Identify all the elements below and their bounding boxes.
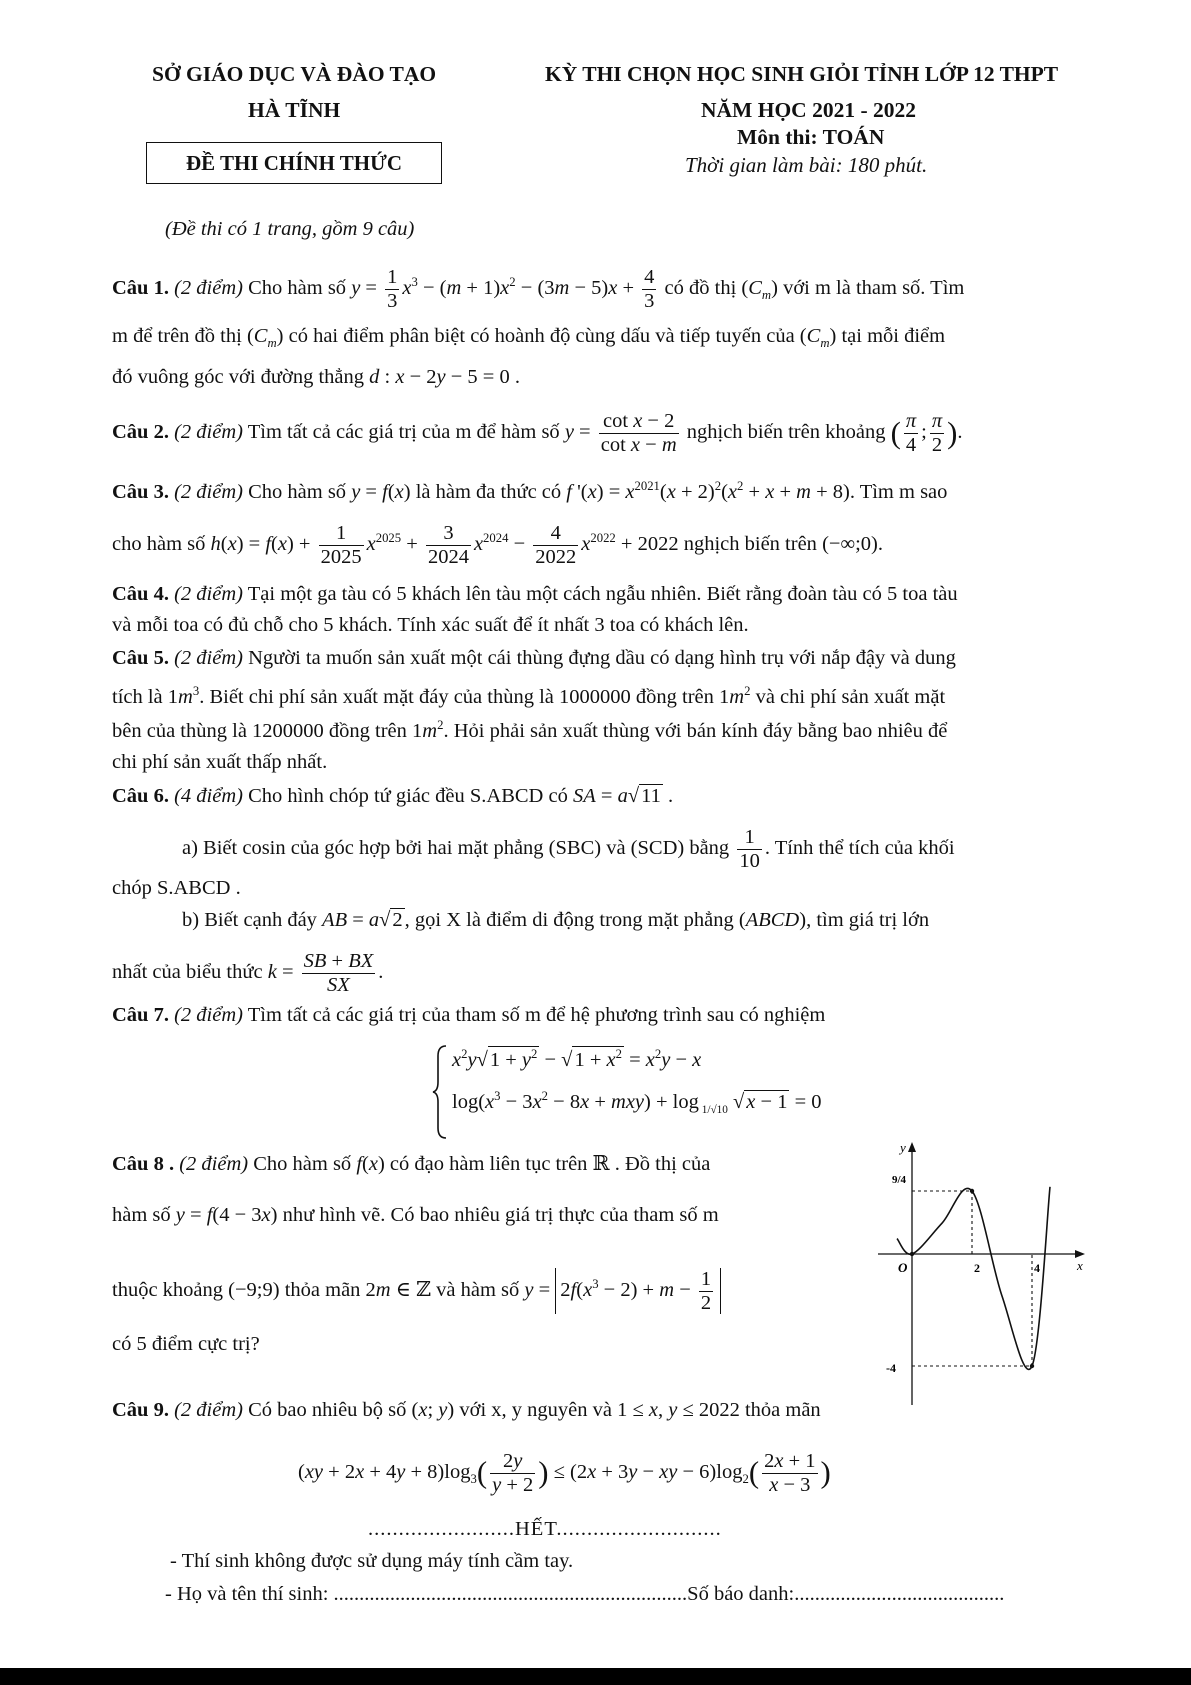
question-points: (2 điểm) bbox=[174, 1399, 243, 1421]
formula: SA = a√11 . bbox=[572, 785, 674, 807]
formula: h(x) = f(x) + $\frac{1}{2025}$ $x^{2025}$ + $\frac{3}{2024}$ $x^{2024}$ − $\frac{4}{2022}$ $x^{2022} + 2022$ bbox=[210, 522, 679, 568]
question-points: (2 điểm) bbox=[174, 276, 243, 299]
subject: Môn thi: TOÁN bbox=[737, 125, 885, 149]
text: . Biết chi phí sản xuất mặt đáy của thùng là 1000000 đồng trên bbox=[199, 685, 714, 708]
x-axis-arrow-icon bbox=[1075, 1250, 1085, 1258]
formula: $(C_m)$ bbox=[741, 276, 778, 302]
question-2 bbox=[112, 410, 1082, 456]
question-1-line-3 bbox=[112, 365, 1082, 390]
text: a) Biết cosin của góc hợp bởi hai mặt phẳng (SBC) và (SCD) bằng bbox=[182, 836, 730, 859]
y-axis-label: y bbox=[900, 1140, 906, 1155]
question-5-line-4: chi phí sản xuất thấp nhất. bbox=[112, 751, 328, 773]
text: bên của thùng là 1200000 đồng trên bbox=[112, 719, 407, 742]
formula: $(C_m)$ bbox=[246, 325, 284, 351]
question-points: (4 điểm) bbox=[174, 785, 243, 807]
question-8-line-3 bbox=[112, 1268, 852, 1314]
question-8-line-4: có 5 điểm cực trị? bbox=[112, 1333, 260, 1355]
text: và chi phí sản xuất mặt bbox=[755, 685, 946, 708]
text: Cho hình chóp tứ giác đều S.ABCD có bbox=[248, 785, 568, 807]
question-label: Câu 6. bbox=[112, 785, 169, 807]
text: có đạo hàm liên tục trên ℝ . Đồ thị của bbox=[389, 1153, 711, 1175]
dots: ........................ bbox=[368, 1518, 515, 1540]
text: với m là tham số. Tìm bbox=[783, 276, 965, 299]
dots: ..................................................................... bbox=[333, 1583, 688, 1605]
function-graph bbox=[872, 1140, 1092, 1410]
question-3-line-1 bbox=[112, 479, 1082, 504]
end-marker bbox=[368, 1518, 722, 1541]
formula: (−9;9) bbox=[228, 1278, 280, 1301]
formula: $\frac{1}{10}$ bbox=[739, 826, 760, 872]
formula: f(x) bbox=[356, 1153, 385, 1175]
text: với x, y nguyên và bbox=[459, 1399, 612, 1421]
text: nhất của biểu thức bbox=[112, 960, 263, 983]
question-7 bbox=[112, 1003, 1082, 1028]
text: là hàm đa thức có bbox=[415, 480, 562, 503]
formula: y = f(4 − 3x) bbox=[175, 1204, 278, 1226]
dots: ........................... bbox=[556, 1518, 722, 1540]
text: thuộc khoảng bbox=[112, 1278, 224, 1301]
formula: $(C_m)$ bbox=[799, 325, 837, 351]
formula: ( $\frac{\pi}{4}$ ; $\frac{\pi}{2}$ ). bbox=[890, 410, 963, 456]
text: Tìm tất cả các giá trị của tham số m để hệ phương trình sau có nghiệm bbox=[247, 1004, 826, 1026]
text: tích là bbox=[112, 685, 163, 708]
text: có đồ thị bbox=[664, 276, 737, 299]
y-tick-label-max: 9/4 bbox=[892, 1174, 907, 1186]
brace-icon bbox=[432, 1044, 448, 1140]
formula: 2m ∈ ℤ bbox=[365, 1278, 431, 1301]
question-points: (2 điểm) bbox=[174, 583, 243, 605]
question-label: Câu 7. bbox=[112, 1004, 169, 1026]
y-tick-label-min: -4 bbox=[886, 1361, 896, 1375]
formula: y = $\frac{1}{3}$ $x^3 - (m + 1)x^2 - (3m - 5)x$ + $\frac{4}{3}$ bbox=[351, 266, 655, 312]
question-8-line-1 bbox=[112, 1152, 852, 1177]
exam-note: (Đề thi có 1 trang, gồm 9 câu) bbox=[165, 218, 415, 240]
text: Tìm tất cả các giá trị của m để hàm số bbox=[247, 420, 560, 443]
text: nghịch biến trên bbox=[683, 532, 817, 555]
marked-point bbox=[1030, 1364, 1034, 1368]
question-5-line-3 bbox=[112, 718, 1082, 743]
text: như hình vẽ. Có bao nhiêu giá trị thực của tham số m bbox=[282, 1204, 719, 1226]
formula: (−∞;0). bbox=[822, 532, 883, 555]
candidate-number-label: Số báo danh: bbox=[687, 1583, 795, 1605]
question-6b-line-2 bbox=[112, 950, 1082, 996]
text: thỏa mãn bbox=[284, 1278, 361, 1301]
question-label: Câu 8 . bbox=[112, 1153, 175, 1175]
question-label: Câu 9. bbox=[112, 1399, 169, 1421]
question-label: Câu 1. bbox=[112, 276, 169, 299]
exam-title: KỲ THI CHỌN HỌC SINH GIỎI TỈNH LỚP 12 THPT bbox=[545, 62, 1059, 86]
text: có hai điểm phân biệt có hoành độ cùng dấu và tiếp tuyến của bbox=[288, 325, 795, 347]
text: , gọi X là điểm di động trong mặt phẳng bbox=[404, 909, 734, 931]
official-label: ĐỀ THI CHÍNH THỨC bbox=[185, 150, 403, 175]
question-5-line-1 bbox=[112, 646, 1082, 671]
equation-2: $\log(x^3 - 3x^2 - 8x + mxy) + \log _{1/√10}$ √x − 1 = 0 bbox=[452, 1089, 822, 1116]
question-points: (2 điểm) bbox=[174, 480, 243, 503]
marked-point bbox=[970, 1189, 974, 1193]
question-9-inequality: $(xy + 2x + 4y + 8)\log_3$( $\frac{2y}{y + 2}$ ) ≤ (2x + 3y − xy − $6)\log_2$( $\frac{2x + 1}{x - 3}$ ) bbox=[298, 1450, 831, 1496]
scan-border bbox=[0, 1668, 1191, 1685]
question-1-line-1 bbox=[112, 266, 1082, 312]
department-name: SỞ GIÁO DỤC VÀ ĐÀO TẠO bbox=[152, 62, 437, 86]
formula: y = f(x) bbox=[351, 480, 411, 503]
question-points: (2 điểm) bbox=[179, 1153, 249, 1175]
text: . Hỏi phải sản xuất thùng với bán kính đáy bằng bao nhiêu để bbox=[443, 719, 948, 742]
text: Người ta muốn sản xuất một cái thùng đựng dầu có dạng hình trụ với nắp đậy và dung bbox=[248, 647, 956, 669]
footer-note: - Thí sinh không được sử dụng máy tính cầm tay. bbox=[170, 1550, 574, 1572]
question-label: Câu 4. bbox=[112, 583, 169, 605]
y-axis-arrow-icon bbox=[908, 1142, 916, 1152]
question-3-line-2 bbox=[112, 522, 1082, 568]
question-points: (2 điểm) bbox=[174, 420, 243, 443]
official-exam-box bbox=[146, 142, 442, 184]
question-4-line-2: và mỗi toa có đủ chỗ cho 5 khách. Tính xác suất để ít nhất 3 toa có khách lên. bbox=[112, 614, 749, 636]
text: hàm số bbox=[112, 1204, 171, 1226]
x-tick-label-4: 4 bbox=[1034, 1261, 1040, 1275]
x-axis-label: x bbox=[1077, 1258, 1083, 1273]
province-name: HÀ TĨNH bbox=[248, 98, 341, 122]
question-6a-line-2: chóp S.ABCD . bbox=[112, 877, 241, 899]
text: nghịch biến trên khoảng bbox=[686, 420, 886, 443]
text: đó vuông góc với đường thẳng bbox=[112, 366, 365, 388]
text: Tại một ga tàu có 5 khách lên tàu một cách ngẫu nhiên. Biết rằng đoàn tàu có 5 toa tàu bbox=[247, 583, 958, 605]
origin-label: O bbox=[898, 1260, 908, 1275]
question-1-line-2 bbox=[112, 324, 1082, 351]
marked-point bbox=[910, 1252, 914, 1256]
text: . Tính thể tích của khối bbox=[764, 836, 955, 859]
text: . Tìm m sao bbox=[849, 480, 948, 503]
text: Cho hàm số bbox=[253, 1153, 352, 1175]
formula: k = $\frac{SB + BX}{SX}$ . bbox=[267, 950, 384, 996]
text: Có bao nhiêu bộ số bbox=[248, 1399, 407, 1421]
text: tại mỗi điểm bbox=[841, 325, 946, 347]
footer-candidate bbox=[165, 1583, 1004, 1606]
text: m để trên đồ thị bbox=[112, 325, 242, 347]
curve-y-f-4-3x bbox=[897, 1187, 1050, 1370]
question-points: (2 điểm) bbox=[174, 1004, 243, 1026]
question-4-line-1 bbox=[112, 582, 1082, 607]
question-6b-line-1 bbox=[182, 908, 1082, 933]
time-limit: Thời gian làm bài: 180 phút. bbox=[685, 153, 928, 177]
end-label: HẾT bbox=[515, 1518, 557, 1540]
text: , tìm giá trị lớn bbox=[806, 909, 930, 931]
formula: $1m^2$ bbox=[719, 684, 751, 708]
formula: (ABCD) bbox=[738, 909, 807, 931]
text: và hàm số bbox=[436, 1278, 520, 1301]
question-label: Câu 3. bbox=[112, 480, 169, 503]
formula: $1m^3$ bbox=[167, 684, 200, 708]
question-label: Câu 5. bbox=[112, 647, 169, 669]
text: cho hàm số bbox=[112, 532, 206, 555]
formula: (x; y) bbox=[411, 1399, 455, 1421]
question-label: Câu 2. bbox=[112, 420, 169, 443]
formula: $y = 2f(x^3 - 2) + m$ − $\frac{1}{2}$ bbox=[524, 1279, 721, 1301]
question-points: (2 điểm) bbox=[174, 647, 243, 669]
formula: f '$(x) = x^{2021}(x + 2)^2(x^2 + x + m + 8)$ bbox=[566, 479, 850, 503]
question-6-line-1 bbox=[112, 784, 1082, 809]
question-9 bbox=[112, 1398, 1082, 1423]
formula: $1m^2$ bbox=[412, 718, 444, 742]
text: Cho hàm số bbox=[248, 276, 347, 299]
question-5-line-2 bbox=[112, 684, 1082, 709]
question-6a-line-1 bbox=[182, 826, 1082, 872]
school-year: NĂM HỌC 2021 - 2022 bbox=[701, 98, 916, 122]
text: b) Biết cạnh đáy bbox=[182, 909, 317, 931]
formula: y = $\frac{\text{cot x − 2}}{\text{cot x − m}}$ bbox=[564, 410, 677, 456]
formula: 1 ≤ x, y ≤ 2022 bbox=[617, 1399, 740, 1421]
dots: ......................................... bbox=[794, 1583, 1005, 1605]
equation-1: $x^2y√1 + y^2 - √1 + x^2 = x^2y - x$ bbox=[452, 1047, 702, 1071]
x-tick-label-2: 2 bbox=[974, 1261, 980, 1275]
question-8-line-2 bbox=[112, 1203, 852, 1228]
formula: d : x − 2y − 5 = 0 . bbox=[369, 366, 520, 388]
candidate-name-label: - Họ và tên thí sinh: bbox=[165, 1583, 329, 1605]
text: Cho hàm số bbox=[248, 480, 347, 503]
text: thỏa mãn bbox=[744, 1399, 821, 1421]
formula: AB = a√2 bbox=[322, 909, 403, 931]
